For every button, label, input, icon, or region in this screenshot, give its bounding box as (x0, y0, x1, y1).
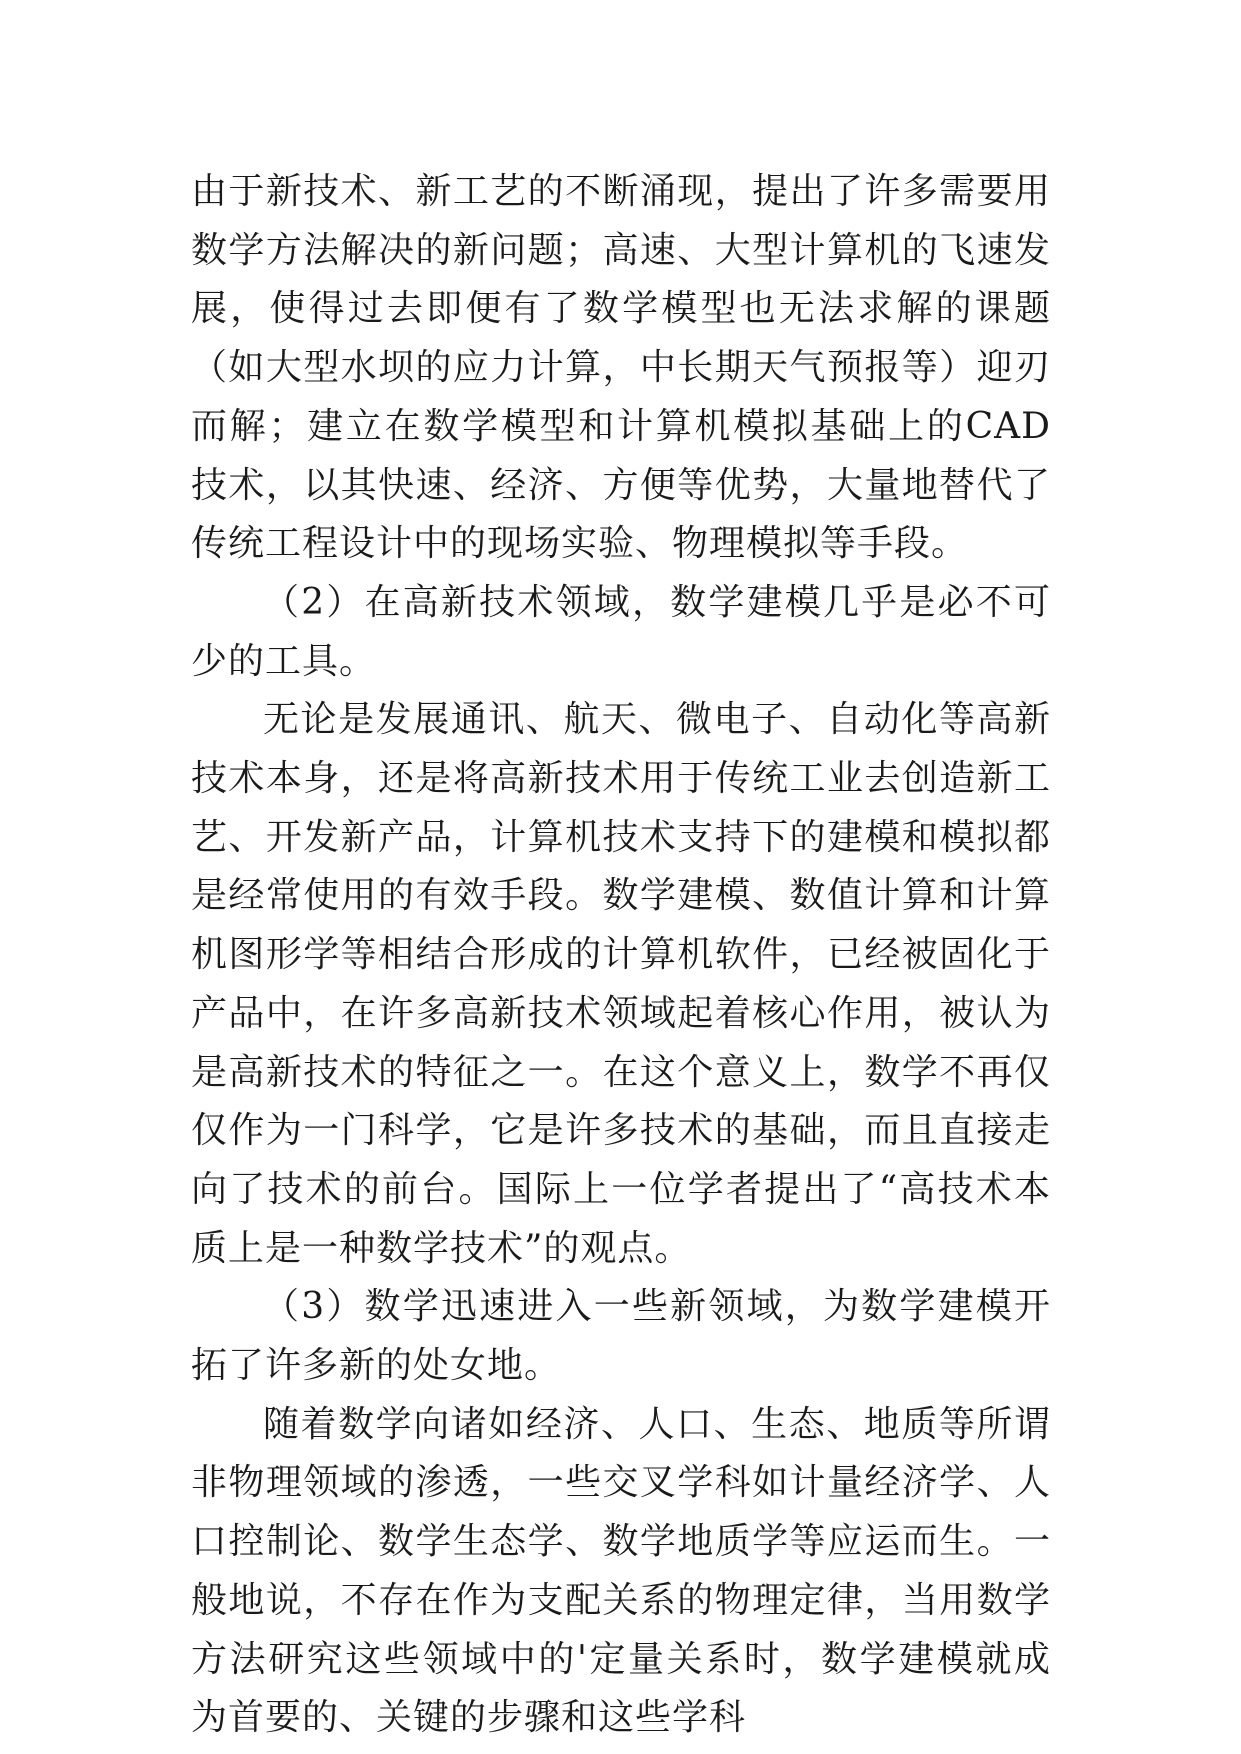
paragraph-2-heading: （2）在高新技术领域，数学建模几乎是必不可少的工具。 (191, 581, 1051, 682)
paragraph-1: 由于新技术、新工艺的不断涌现，提出了许多需要用数学方法解决的新问题；高速、大型计算机的飞速发展，使得过去即便有了数学模型也无法求解的课题（如大型水坝的应力计算，中长期天气预报等）迎刃而解；建立在数学模型和计算机模拟基础上的CAD技术，以其快速、经济、方便等优势，大量地替代了传统工程设计中的现场实验、物理模拟等手段。 (191, 171, 1051, 565)
paragraph-5: 随着数学向诸如经济、人口、生态、地质等所谓非物理领域的渗透，一些交叉学科如计量经济学、人口控制论、数学生态学、数学地质学等应运而生。一般地说，不存在作为支配关系的物理定律，当用数学方法研究这些领域中的'定量关系时，数学建模就成为首要的、关键的步骤和这些学科 (191, 1403, 1051, 1739)
document-body (191, 163, 1051, 1748)
paragraph-3: 无论是发展通讯、航天、微电子、自动化等高新技术本身，还是将高新技术用于传统工业去创造新工艺、开发新产品，计算机技术支持下的建模和模拟都是经常使用的有效手段。数学建模、数值计算和计算机图形学等相结合形成的计算机软件，已经被固化于产品中，在许多高新技术领域起着核心作用，被认为是高新技术的特征之一。在这个意义上，数学不再仅仅作为一门科学，它是许多技术的基础，而且直接走向了技术的前台。国际上一位学者提出了“高技术本质上是一种数学技术”的观点。 (191, 699, 1051, 1269)
paragraph-4-heading: （3）数学迅速进入一些新领域，为数学建模开拓了许多新的处女地。 (191, 1286, 1051, 1387)
